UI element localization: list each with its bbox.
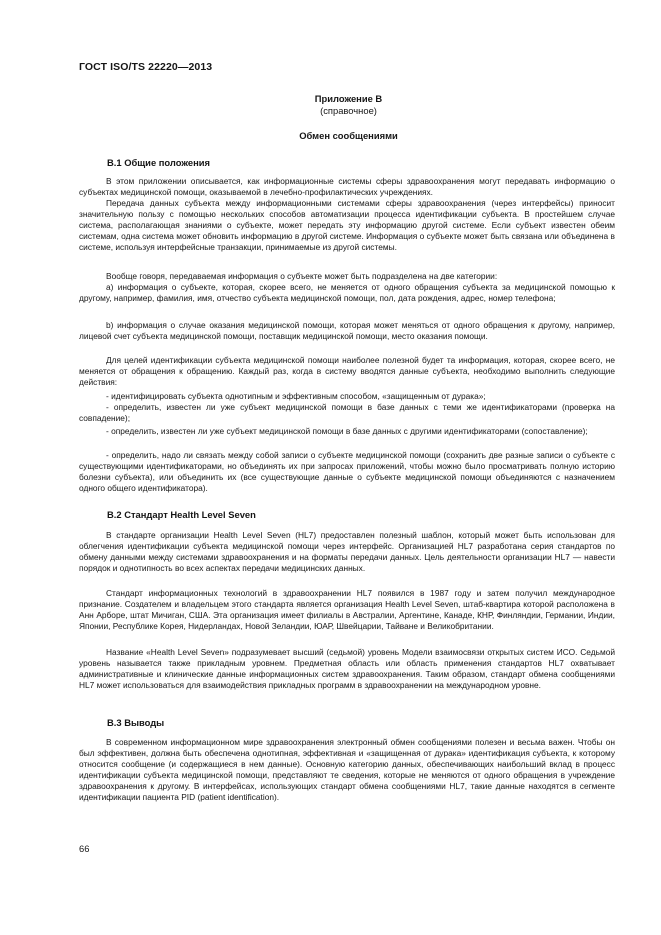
section-title-b3: В.3 Выводы <box>107 717 165 728</box>
document-code: ГОСТ ISO/TS 22220—2013 <box>79 61 213 73</box>
paragraph: Название «Health Level Seven» подразумевает высший (седьмой) уровень Модели взаимосвязи открытых систем ИСО. Седьмой уровень называется также прикладным уровнем. Предметная область или область применения стандартов HL7 охватывает административные и клинические данные информационных систем здравоохранения. Таким образом, стандарт обмена сообщениями HL7 может использоваться для взаимодействия прикладных программ в здравоохранении на международном уровне. <box>79 647 615 691</box>
section-title-b2: В.2 Стандарт Health Level Seven <box>107 509 256 520</box>
list-item: - определить, известен ли уже субъект медицинской помощи в базе данных с теми же идентификаторами (проверка на совпадение); <box>79 402 615 424</box>
appendix-heading: Обмен сообщениями <box>299 130 398 141</box>
appendix-subtitle: (справочное) <box>320 105 377 116</box>
list-item: - определить, надо ли связать между собой записи о субъекте медицинской помощи (сохранить две разные записи о субъекте с существующими идентификаторами, но объединять их при запросах приложений, чтобы можно было просматривать полную историю болезни субъекта), или объединить их (все существующие данные о субъекте медицинской помощи объединяются с назначением одного общего идентификатора). <box>79 450 615 494</box>
section-title-b1: В.1 Общие положения <box>107 157 210 168</box>
appendix-title: Приложение В <box>314 93 383 104</box>
paragraph: Вообще говоря, передаваемая информация о субъекте может быть подразделена на две категории: <box>106 271 498 281</box>
paragraph: В современном информационном мире здравоохранения электронный обмен сообщениями полезен и весьма важен. Чтобы он был эффективен, должна быть обеспечена однотипная, эффективная и «защищенная от дурака» идентификация субъекта, к которому относится сообщение (и содержащиеся в нем данные). Основную категорию данных, обеспечивающих наибольший вклад в процесс идентификации субъекта медицинской помощи, представляют те сведения, которые не меняются от одного обращения в учреждение здравоохранения к другому. В интерфейсах, использующих стандарт обмена сообщениями HL7, такие данные находятся в сегменте идентификации пациента PID (patient identification). <box>79 737 615 803</box>
paragraph: Стандарт информационных технологий в здравоохранении HL7 появился в 1987 году и затем получил международное признание. Создателем и владельцем этого стандарта является организация Health Level Seven, штаб-квартира которой расположена в Анн Арборе, штат Мичиган, США. Эта организация имеет филиалы в Австралии, Аргентине, Канаде, КНР, Финляндии, Германии, Индии, Японии, Республике Корея, Нидерландах, Новой Зеландии, ЮАР, Швейцарии, Тайване и Великобритании. <box>79 588 615 632</box>
paragraph: В этом приложении описывается, как информационные системы сферы здравоохранения могут передавать информацию о субъектах медицинской помощи, оказываемой в лечебно-профилактических учреждениях. <box>79 176 615 198</box>
list-item: - определить, известен ли уже субъект медицинской помощи в базе данных с другими идентификаторами (сопоставление); <box>106 426 588 436</box>
paragraph: Для целей идентификации субъекта медицинской помощи наиболее полезной будет та информация, которая, скорее всего, не меняется от обращения к обращению. Каждый раз, когда в систему вводятся данные субъекта, необходимо выполнить следующие действия: <box>79 355 615 388</box>
paragraph: В стандарте организации Health Level Seven (HL7) предоставлен полезный шаблон, который может быть использован для облегчения идентификации субъекта медицинской помощи через интерфейс. Организацией HL7 разработана серия стандартов по обмену данными между системами здравоохранения и на форматы передачи данных. Цель деятельности организации HL7 — навести порядок и однотипность во всех аспектах передачи медицинских данных. <box>79 530 615 574</box>
list-item: - идентифицировать субъекта однотипным и эффективным способом, «защищенным от дурака»; <box>106 391 486 401</box>
list-item: b) информация о случае оказания медицинской помощи, которая может меняться от одного обращения к другому, например, лицевой счет субъекта медицинской помощи, поставщик медицинской помощи, место оказания помощи. <box>79 320 615 342</box>
list-item: а) информация о субъекте, которая, скорее всего, не меняется от одного обращения субъекта за медицинской помощью к другому, например, фамилия, имя, отчество субъекта медицинской помощи, пол, дата рождения, адрес, номер телефона; <box>79 282 615 304</box>
paragraph: Передача данных субъекта между информационными системами сферы здравоохранения (через интерфейсы) приносит значительную пользу с помощью нескольких способов автоматизации процесса идентификации субъекта. В простейшем случае система, располагающая знаниями о субъекте, может передать эту информацию другой системе. Если субъект известен обеим системам, одна система может обновить информацию в другой системе. Информация о субъекте может быть связана или объединена в системе, используя интерфейсные транзакции, принимаемые из другой системы. <box>79 198 615 253</box>
page-number: 66 <box>79 843 90 854</box>
